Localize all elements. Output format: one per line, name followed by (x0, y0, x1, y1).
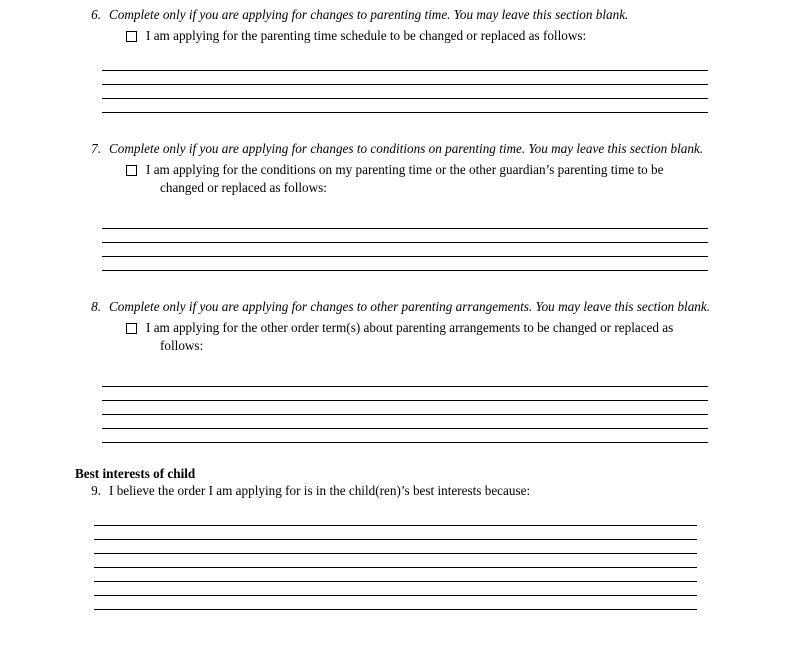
section-9-write-lines[interactable] (94, 509, 697, 610)
write-line[interactable] (94, 526, 697, 540)
write-line[interactable] (102, 243, 708, 257)
section-7 (74, 140, 722, 271)
section-8-checkbox-row[interactable] (126, 319, 722, 355)
write-line[interactable] (102, 99, 708, 113)
write-line[interactable] (94, 554, 697, 568)
section-9-number: 9. (91, 482, 101, 498)
spacer (74, 197, 722, 212)
section-7-write-lines[interactable] (102, 212, 708, 271)
spacer (74, 355, 722, 370)
write-line[interactable] (102, 429, 708, 443)
section-6-write-lines[interactable] (102, 54, 708, 113)
section-6-heading-row (74, 6, 722, 24)
write-line[interactable] (102, 212, 708, 229)
section-6-heading: Complete only if you are applying for changes to parenting time. You may leave this section blank. (109, 7, 629, 22)
write-line[interactable] (102, 54, 708, 71)
write-line[interactable] (94, 540, 697, 554)
write-line[interactable] (94, 596, 697, 610)
checkbox-icon[interactable] (126, 323, 137, 334)
write-line[interactable] (94, 568, 697, 582)
write-line[interactable] (102, 85, 708, 99)
spacer (74, 113, 722, 140)
section-best-interests (74, 465, 722, 610)
section-7-heading: Complete only if you are applying for changes to conditions on parenting time. You may leave this section blank. (109, 140, 704, 156)
section-9-row (74, 482, 722, 500)
section-7-heading-row (74, 140, 722, 158)
spacer (74, 45, 722, 54)
section-8-checkbox-label-cont: follows: (160, 337, 204, 353)
section-8 (74, 298, 722, 443)
section-9-text: I believe the order I am applying for is in the child(ren)’s best interests because: (109, 482, 531, 498)
section-7-checkbox-label: I am applying for the conditions on my parenting time or the other guardian’s parenting time to be (146, 161, 664, 177)
section-6-number: 6. (91, 7, 101, 22)
spacer (74, 443, 722, 465)
section-7-number: 7. (91, 140, 101, 156)
section-8-checkbox-label-wrap (146, 319, 673, 355)
write-line[interactable] (94, 509, 697, 526)
section-6 (74, 6, 722, 113)
write-line[interactable] (94, 582, 697, 596)
section-8-number: 8. (91, 298, 101, 314)
section-6-checkbox-row[interactable] (126, 27, 722, 45)
write-line[interactable] (102, 370, 708, 387)
section-8-write-lines[interactable] (102, 370, 708, 443)
write-line[interactable] (102, 257, 708, 271)
write-line[interactable] (102, 401, 708, 415)
spacer (74, 500, 722, 509)
checkbox-icon[interactable] (126, 31, 137, 42)
spacer (74, 271, 722, 298)
write-line[interactable] (102, 415, 708, 429)
section-8-heading-row (74, 298, 722, 316)
checkbox-icon[interactable] (126, 165, 137, 176)
section-6-checkbox-label: I am applying for the parenting time schedule to be changed or replaced as follows: (146, 27, 587, 43)
write-line[interactable] (102, 229, 708, 243)
section-8-heading: Complete only if you are applying for changes to other parenting arrangements. You may leave this section blank. (109, 298, 711, 314)
write-line[interactable] (102, 71, 708, 85)
section-7-checkbox-row[interactable] (126, 161, 722, 197)
section-7-checkbox-label-wrap (146, 161, 663, 197)
section-8-checkbox-label: I am applying for the other order term(s) about parenting arrangements to be changed or replaced as (146, 319, 674, 335)
write-line[interactable] (102, 387, 708, 401)
section-7-checkbox-label-cont: changed or replaced as follows: (160, 179, 327, 195)
best-interests-subheading: Best interests of child (75, 465, 196, 481)
